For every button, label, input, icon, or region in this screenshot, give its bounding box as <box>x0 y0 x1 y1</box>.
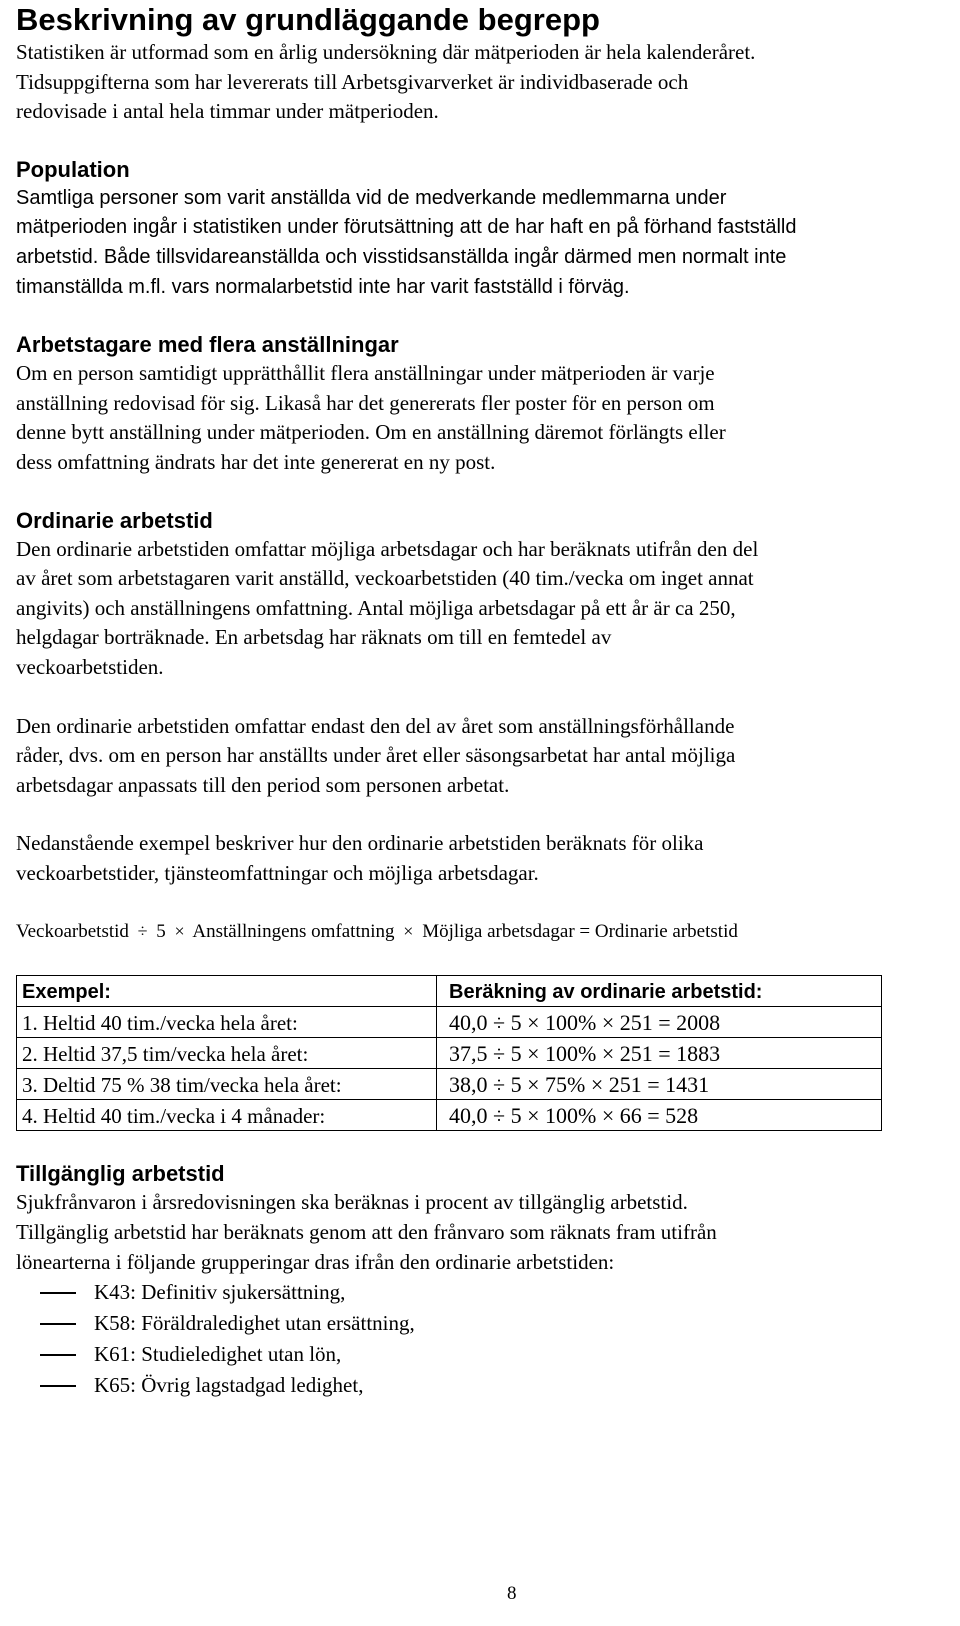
example-cell: 3. Deltid 75 % 38 tim/vecka hela året: <box>17 1069 437 1100</box>
calculation-value: 38,0 ÷ 5 × 75% × 251 = 1431 <box>449 1072 710 1098</box>
calculation-value: 40,0 ÷ 5 × 100% × 66 = 528 <box>449 1103 699 1129</box>
calculation-cell <box>437 1007 882 1038</box>
population-line-3: arbetstid. Både tillsvidareanställda och visstidsanställda ingår därmed men normalt inte <box>16 245 787 268</box>
calculation-value: 40,0 ÷ 5 × 100% × 251 = 2008 <box>449 1010 721 1036</box>
page-number: 8 <box>507 1583 517 1604</box>
ordinary-p3-line-2: veckoarbetstider, tjänsteomfattningar och möjliga arbetsdagar. <box>16 860 539 885</box>
multiple-employment-heading: Arbetstagare med flera anställningar <box>16 332 399 358</box>
list-item-text: K61: Studieledighet utan lön, <box>94 1342 342 1367</box>
intro-line-1: Statistiken är utformad som en årlig undersökning där mätperioden är hela kalenderåret. <box>16 40 756 64</box>
list-item-text: K65: Övrig lagstadgad ledighet, <box>94 1373 364 1398</box>
multiply-sign: × <box>174 921 185 942</box>
intro-line-2: Tidsuppgifterna som har levererats till Arbetsgivarverket är individbaserade och <box>16 69 689 94</box>
list-item <box>16 1277 946 1308</box>
multiple-line-2: anställning redovisad för sig. Likaså har det genererats fler poster för en person om <box>16 390 715 415</box>
ordinary-p3-line-1: Nedanstående exempel beskriver hur den ordinarie arbetstiden beräknats för olika <box>16 831 704 856</box>
formula-term-days-result: Möjliga arbetsdagar = Ordinarie arbetstid <box>422 921 738 943</box>
table-row <box>17 1069 882 1100</box>
ordinary-p2-line-3: arbetsdagar anpassats till den period som personen arbetat. <box>16 772 510 797</box>
population-heading: Population <box>16 156 130 182</box>
list-item-text: K58: Föräldraledighet utan ersättning, <box>94 1311 415 1336</box>
available-line-2: Tillgänglig arbetstid har beräknats genom att den frånvaro som räknats fram utifrån <box>16 1220 717 1245</box>
intro-line-3: redovisade i antal hela timmar under mätperioden. <box>16 99 439 124</box>
document-page <box>16 0 946 1401</box>
example-cell: 1. Heltid 40 tim./vecka hela året: <box>17 1007 437 1038</box>
examples-table <box>16 975 882 1131</box>
population-line-4: timanställda m.fl. vars normalarbetstid inte har varit fastställd i förväg. <box>16 275 630 298</box>
available-line-3: lönearterna i följande grupperingar dras ifrån den ordinarie arbetstiden: <box>16 1249 615 1274</box>
calculation-cell <box>437 1038 882 1069</box>
ordinary-p2-line-1: Den ordinarie arbetstiden omfattar endast den del av året som anställningsförhållande <box>16 713 735 738</box>
calculation-cell <box>437 1069 882 1100</box>
multiply-sign-2: × <box>403 921 414 942</box>
list-item <box>16 1308 946 1339</box>
ordinary-p1-line-4: helgdagar borträknade. En arbetsdag har räknats om till en femtedel av <box>16 625 612 650</box>
formula-term-five: 5 <box>156 921 166 943</box>
page-title: Beskrivning av grundläggande begrepp <box>16 2 600 37</box>
population-line-1: Samtliga personer som varit anställda vid de medverkande medlemmarna under <box>16 186 727 209</box>
absence-codes-list <box>16 1277 946 1401</box>
formula-term-extent: Anställningens omfattning <box>192 921 395 943</box>
multiple-line-1: Om en person samtidigt upprätthållit flera anställningar under mätperioden är varje <box>16 361 715 386</box>
multiple-line-4: dess omfattning ändrats har det inte genererat en ny post. <box>16 449 496 474</box>
list-item <box>16 1339 946 1370</box>
dash-bullet-icon <box>40 1292 76 1294</box>
calculation-value: 37,5 ÷ 5 × 100% × 251 = 1883 <box>449 1041 721 1067</box>
table-row <box>17 1007 882 1038</box>
dash-bullet-icon <box>40 1323 76 1325</box>
table-row <box>17 1038 882 1069</box>
table-row <box>17 1100 882 1131</box>
dash-bullet-icon <box>40 1385 76 1387</box>
ordinary-time-heading: Ordinarie arbetstid <box>16 507 213 533</box>
list-item <box>16 1370 946 1401</box>
example-cell: 4. Heltid 40 tim./vecka i 4 månader: <box>17 1100 437 1131</box>
available-time-heading: Tillgänglig arbetstid <box>16 1161 225 1187</box>
ordinary-p1-line-3: angivits) och anställningens omfattning. Antal möjliga arbetsdagar på ett år är ca 250, <box>16 595 736 620</box>
ordinary-p1-line-2: av året som arbetstagaren varit anställd, veckoarbetstiden (40 tim./vecka om inget annat <box>16 566 754 591</box>
ordinary-p1-line-5: veckoarbetstiden. <box>16 654 164 679</box>
calculation-cell <box>437 1100 882 1131</box>
example-cell: 2. Heltid 37,5 tim/vecka hela året: <box>17 1038 437 1069</box>
available-line-1: Sjukfrånvaron i årsredovisningen ska beräknas i procent av tillgänglig arbetstid. <box>16 1190 688 1215</box>
multiple-line-3: denne bytt anställning under mätperioden. Om en anställning däremot förlängts eller <box>16 420 726 445</box>
table-header-row <box>17 976 882 1007</box>
table-header-calculation: Beräkning av ordinarie arbetstid: <box>437 976 882 1007</box>
ordinary-p2-line-2: råder, dvs. om en person har anställts under året eller säsongsarbetat har antal möjliga <box>16 743 736 768</box>
calculation-formula <box>16 917 946 946</box>
dash-bullet-icon <box>40 1354 76 1356</box>
list-item-text: K43: Definitiv sjukersättning, <box>94 1280 346 1305</box>
table-header-example: Exempel: <box>17 976 437 1007</box>
population-line-2: mätperioden ingår i statistiken under förutsättning att de har haft en på förhand fastställd <box>16 216 797 239</box>
divide-sign: ÷ <box>137 921 148 942</box>
ordinary-p1-line-1: Den ordinarie arbetstiden omfattar möjliga arbetsdagar och har beräknats utifrån den del <box>16 536 759 561</box>
formula-term-weekly-hours: Veckoarbetstid <box>16 921 129 943</box>
